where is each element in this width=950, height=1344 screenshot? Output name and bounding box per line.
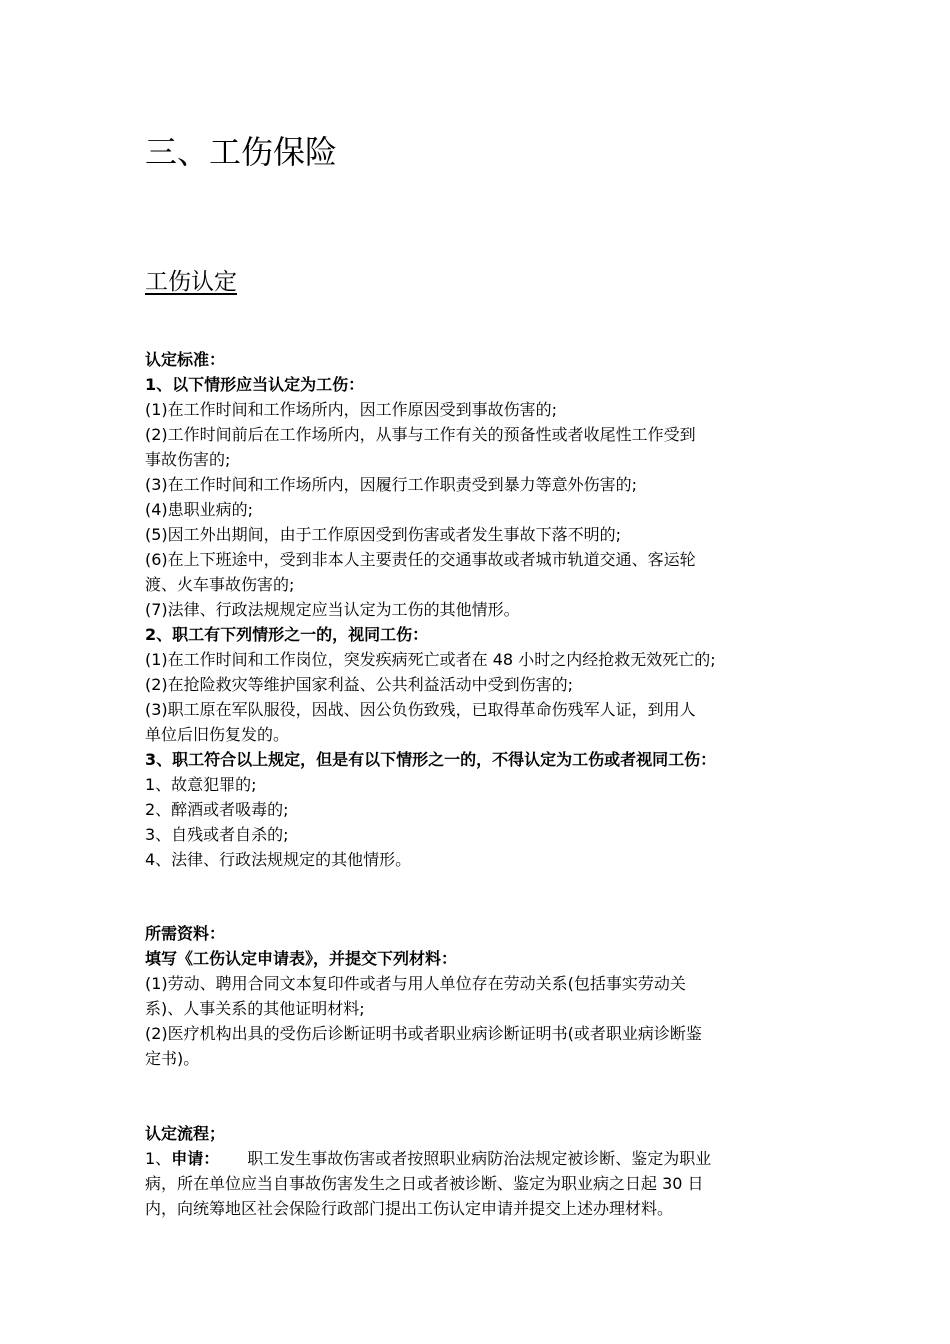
standards-section [145, 347, 813, 872]
materials-subtitle: 填写《工伤认定申请表》，并提交下列材料： [145, 949, 458, 968]
group1-title: 1、以下情形应当认定为工伤： [145, 375, 365, 394]
group3-item: 4、法律、行政法规规定的其他情形。 [145, 850, 412, 869]
group1-item: (3)在工作时间和工作场所内，因履行工作职责受到暴力等意外伤害的; [145, 475, 638, 494]
step-label: 申请： [171, 1149, 220, 1168]
group1-item: (1)在工作时间和工作场所内，因工作原因受到事故伤害的; [145, 400, 558, 419]
step-number: 1、 [145, 1149, 172, 1168]
materials-section [145, 921, 813, 1071]
group1-item: (4)患职业病的; [145, 500, 254, 519]
group3-item: 3、自残或者自杀的; [145, 825, 289, 844]
process-section [145, 1121, 813, 1221]
group1-item: (7)法律、行政法规规定应当认定为工伤的其他情形。 [145, 600, 520, 619]
step-text: 职工发生事故伤害或者按照职业病防治法规定被诊断、鉴定为职业 [247, 1149, 712, 1168]
materials-item: (2)医疗机构出具的受伤后诊断证明书或者职业病诊断证明书(或者职业病诊断鉴 [145, 1024, 702, 1043]
materials-item: 系)、人事关系的其他证明材料; [145, 999, 365, 1018]
group2-item: (1)在工作时间和工作岗位，突发疾病死亡或者在 48 小时之内经抢救无效死亡的; [145, 650, 716, 669]
group2-item: (3)职工原在军队服役，因战、因公负伤致残，已取得革命伤残军人证，到用人 [145, 700, 696, 719]
materials-item: (1)劳动、聘用合同文本复印件或者与用人单位存在劳动关系(包括事实劳动关 [145, 974, 686, 993]
group2-item: (2)在抢险救灾等维护国家利益、公共利益活动中受到伤害的; [145, 675, 574, 694]
group1-item: 事故伤害的; [145, 450, 231, 469]
process-step-line [145, 1146, 813, 1171]
materials-title: 所需资料： [145, 924, 226, 943]
group1-item: (2)工作时间前后在工作场所内，从事与工作有关的预备性或者收尾性工作受到 [145, 425, 696, 444]
materials-item: 定书)。 [145, 1049, 200, 1068]
group2-item: 单位后旧伤复发的。 [145, 725, 290, 744]
chapter-heading: 三、工伤保险 [145, 133, 338, 171]
section-title: 工伤认定 [145, 269, 237, 295]
group3-item: 2、醉酒或者吸毒的; [145, 800, 289, 819]
group1-item: 渡、火车事故伤害的; [145, 575, 295, 594]
group2-title: 2、职工有下列情形之一的，视同工伤： [145, 625, 429, 644]
group1-item: (6)在上下班途中，受到非本人主要责任的交通事故或者城市轨道交通、客运轮 [145, 550, 696, 569]
group1-item: (5)因工外出期间，由于工作原因受到伤害或者发生事故下落不明的; [145, 525, 622, 544]
process-step-line: 病，所在单位应当自事故伤害发生之日或者被诊断、鉴定为职业病之日起 30 日 [145, 1174, 704, 1193]
process-step-line: 内，向统筹地区社会保险行政部门提出工伤认定申请并提交上述办理材料。 [145, 1199, 674, 1218]
standards-title: 认定标准： [145, 350, 226, 369]
group3-title: 3、职工符合以上规定，但是有以下情形之一的，不得认定为工伤或者视同工伤： [145, 750, 717, 769]
process-title: 认定流程； [145, 1124, 226, 1143]
group3-item: 1、故意犯罪的; [145, 775, 257, 794]
